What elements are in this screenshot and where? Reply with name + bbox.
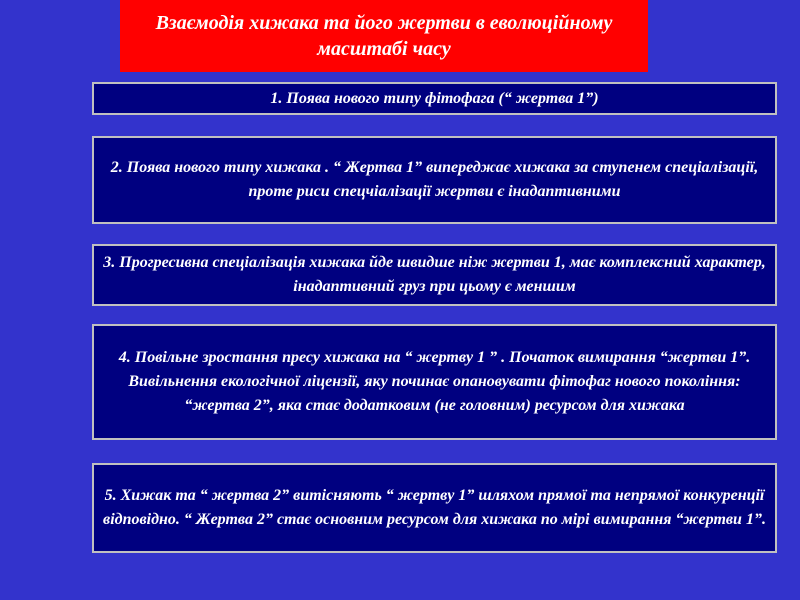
step-text-5: 5. Хижак та “ жертва 2” витісняють “ жертву 1” шляхом прямої та непрямої конкуренції відповідно. “ Жертва 2” стає основним ресурсом для хижака по мірі вимирання “жертви 1”. xyxy=(103,487,766,528)
step-box-1 xyxy=(92,82,777,115)
step-text-3: 3. Прогресивна спеціалізація хижака йде швидше ніж жертви 1, має комплексний характер, інадаптивний груз при цьому є меншим xyxy=(103,254,766,295)
step-text-1: 1. Поява нового типу фітофага (“ жертва 1”) xyxy=(270,89,599,107)
step-box-2 xyxy=(92,136,777,224)
step-box-3 xyxy=(92,244,777,306)
step-text-4: 4. Повільне зростання пресу хижака на “ жертву 1 ” . Початок вимирання “жертви 1”. Вивільнення екологічної ліцензії, яку починає опановувати фітофаг нового покоління: “жертва 2”, яка стає додатковим (не головним) ресурсом для хижака xyxy=(118,349,751,414)
slide-title: Взаємодія хижака та його жертви в еволюційному масштабі часу xyxy=(120,0,648,72)
step-box-4 xyxy=(92,324,777,440)
step-box-5 xyxy=(92,463,777,553)
step-text-2: 2. Поява нового типу хижака . “ Жертва 1” випереджає хижака за ступенем спеціалізації, проте риси спецчіалізації жертви є інадаптивними xyxy=(110,159,759,200)
